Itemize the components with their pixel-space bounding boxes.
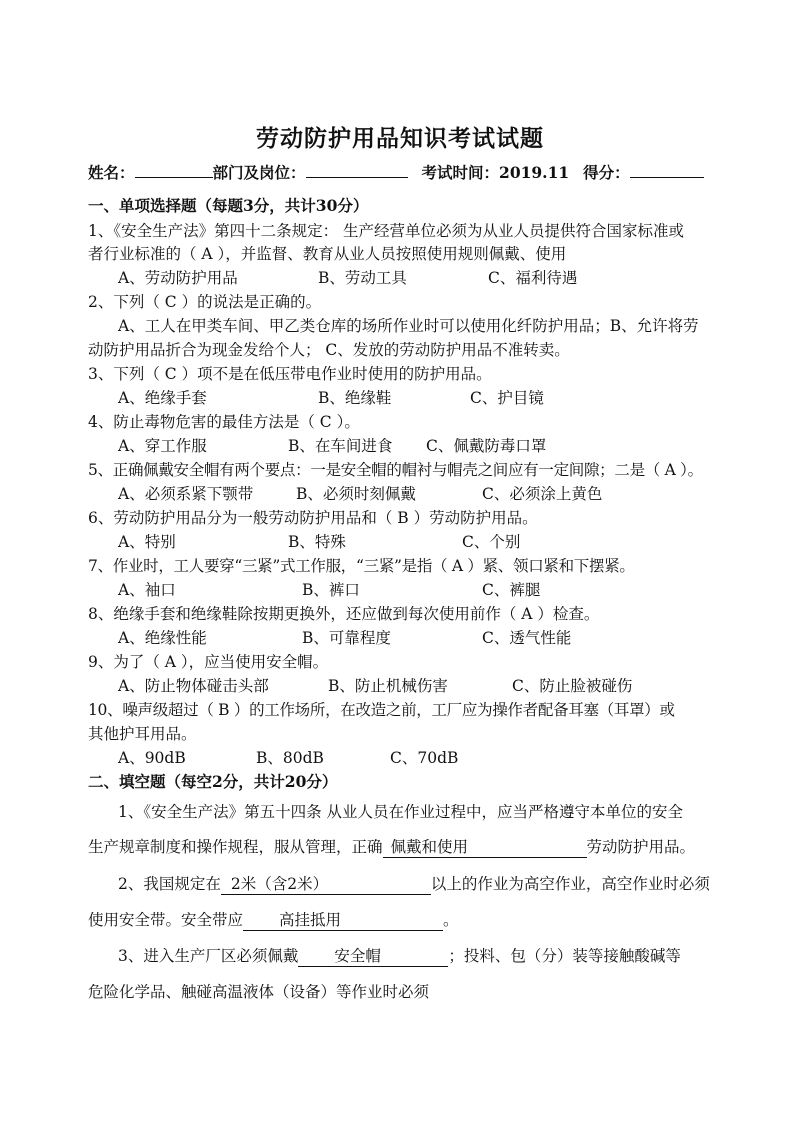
fill-q2-line1 xyxy=(118,874,710,895)
q3-option-b: B、绝缘鞋 xyxy=(318,389,392,407)
q5-line1: 5、正确佩戴安全帽有两个要点：一是安全帽的帽衬与帽壳之间应有一定间隙；二是（ A ）。 xyxy=(88,461,703,479)
score-label: 得分： xyxy=(583,163,630,182)
exam-time-label: 考试时间：2019.11 xyxy=(421,163,570,182)
fill-q2-line2 xyxy=(88,910,459,931)
q2-line1: 2、下列（ C ）的说法是正确的。 xyxy=(88,293,322,311)
q5-option-a: A、必须系紧下颚带 xyxy=(118,485,254,503)
section1-heading: 一、单项选择题（每题3分，共计30分） xyxy=(88,196,369,215)
q4-line1: 4、防止毒物危害的最佳方法是（ C ）。 xyxy=(88,413,360,431)
q7-option-b: B、裤口 xyxy=(302,581,360,599)
q2-line2: A、工人在甲类车间、甲乙类仓库的场所作业时可以使用化纤防护用品；B、允许将劳 xyxy=(118,317,699,335)
name-label: 姓名： xyxy=(88,163,135,182)
fill-q2-prefix: 2、我国规定在 xyxy=(118,875,221,893)
page-title: 劳动防护用品知识考试试题 xyxy=(256,125,544,152)
q8-option-a: A、绝缘性能 xyxy=(118,629,207,647)
q2-line3: 动防护用品折合为现金发给个人； C、发放的劳动防护用品不准转卖。 xyxy=(88,341,570,359)
q8-option-b: B、可靠程度 xyxy=(302,629,391,647)
q7-option-a: A、袖口 xyxy=(118,581,176,599)
q3-line1: 3、下列（ C ）项不是在低压带电作业时使用的防护用品。 xyxy=(88,365,492,383)
fill-q3-line1 xyxy=(118,946,681,967)
fill-q1-answer[interactable]: 佩戴和使用 xyxy=(383,837,587,858)
q1-option-b: B、劳动工具 xyxy=(318,269,407,287)
fill-q2-prefix2: 使用安全带。安全带应 xyxy=(88,911,244,929)
fill-q1-suffix: 劳动防护用品。 xyxy=(586,838,696,856)
q5-option-c: C、必须涂上黄色 xyxy=(482,485,603,503)
q1-option-a: A、劳动防护用品 xyxy=(118,269,238,287)
fill-q3-line2: 危险化学品、触碰高温液体（设备）等作业时必须 xyxy=(88,983,430,1001)
name-blank[interactable] xyxy=(135,160,213,178)
q8-option-c: C、透气性能 xyxy=(482,629,572,647)
q9-option-a: A、防止物体碰击头部 xyxy=(118,677,269,695)
q10-option-c: C、70dB xyxy=(390,749,459,767)
fill-q3-suffix: ；投料、包（分）装等接触酸碱等 xyxy=(448,947,681,965)
fill-q2-suffix: 。 xyxy=(443,911,459,929)
q3-option-a: A、绝缘手套 xyxy=(118,389,207,407)
q6-option-b: B、特殊 xyxy=(288,533,346,551)
fill-q3-prefix: 3、进入生产厂区必须佩戴 xyxy=(118,947,299,965)
q8-line1: 8、绝缘手套和绝缘鞋除按期更换外，还应做到每次使用前作（ A ）检查。 xyxy=(88,605,600,623)
q10-line2: 其他护耳用品。 xyxy=(88,725,197,743)
q1-line2: 者行业标准的（ A ），并监督、教育从业人员按照使用规则佩戴、使用 xyxy=(88,245,567,263)
q10-line1: 10、噪声级超过（ B ）的工作场所，在改造之前，工厂应为操作者配备耳塞（耳罩）或 xyxy=(88,701,675,719)
q9-option-b: B、防止机械伤害 xyxy=(328,677,448,695)
fill-q2-middle: 以上的作业为高空作业，高空作业时必须 xyxy=(430,875,710,893)
dept-blank[interactable] xyxy=(306,160,408,178)
dept-label: 部门及岗位： xyxy=(212,163,306,182)
fill-q3-answer[interactable]: 安全帽 xyxy=(298,946,448,967)
exam-header-row xyxy=(88,160,704,183)
q10-option-b: B、80dB xyxy=(256,749,324,767)
q9-line1: 9、为了（ A ），应当使用安全帽。 xyxy=(88,653,329,671)
fill-q2-answer2[interactable]: 高挂抵用 xyxy=(243,910,443,931)
fill-q1-line1: 1、《安全生产法》第五十四条 从业人员在作业过程中，应当严格遵守本单位的安全 xyxy=(118,803,684,821)
q7-line1: 7、作业时，工人要穿“三紧”式工作服，“三紧”是指（ A ）紧、领口紧和下摆紧。 xyxy=(88,557,635,575)
q1-line1: 1、《安全生产法》第四十二条规定： 生产经营单位必须为从业人员提供符合国家标准或 xyxy=(88,222,685,240)
score-blank[interactable] xyxy=(630,160,704,178)
q1-option-c: C、福利待遇 xyxy=(488,269,578,287)
q10-option-a: A、90dB xyxy=(118,749,186,767)
fill-q2-answer1[interactable]: 2米（含2米） xyxy=(221,874,431,895)
fill-q1-line2 xyxy=(88,837,695,858)
q4-option-a: A、穿工作服 xyxy=(118,437,207,455)
q3-option-c: C、护目镜 xyxy=(470,389,544,407)
q4-option-c: C、佩戴防毒口罩 xyxy=(426,437,547,455)
section2-heading: 二、填空题（每空2分，共计20分） xyxy=(88,772,338,791)
q6-option-c: C、个别 xyxy=(462,533,521,551)
q5-option-b: B、必须时刻佩戴 xyxy=(296,485,416,503)
q4-option-b: B、在车间进食 xyxy=(288,437,393,455)
q9-option-c: C、防止脸被碰伤 xyxy=(512,677,633,695)
fill-q1-prefix: 生产规章制度和操作规程，服从管理，正确 xyxy=(88,838,383,856)
q6-option-a: A、特别 xyxy=(118,533,176,551)
q6-line1: 6、劳动防护用品分为一般劳动防护用品和（ B ）劳动防护用品。 xyxy=(88,509,538,527)
q7-option-c: C、裤腿 xyxy=(482,581,541,599)
